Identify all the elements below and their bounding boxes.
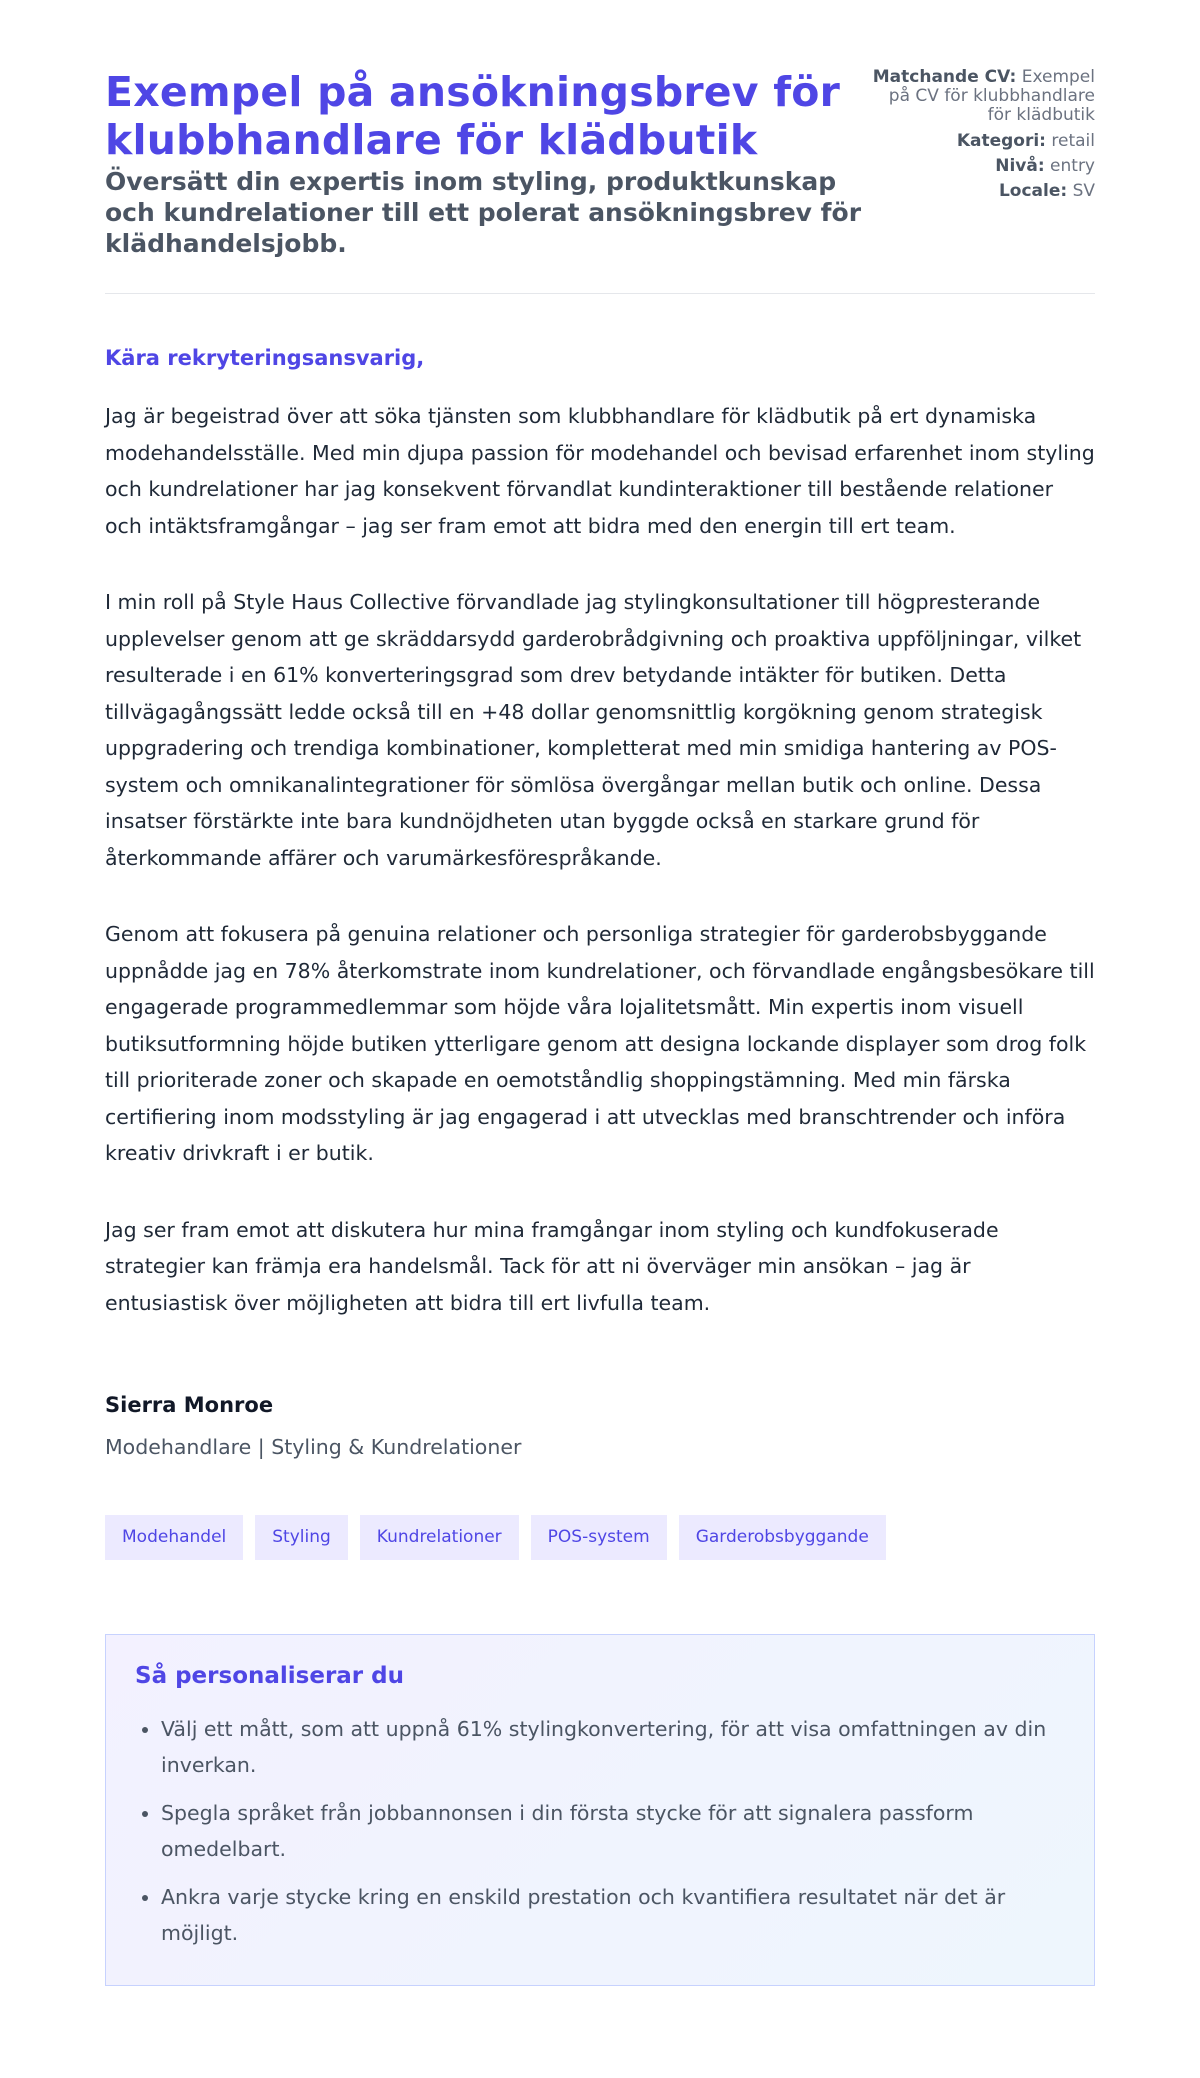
signature-block [105,1391,1095,1461]
header-titles [105,68,862,259]
page-header [105,68,1095,294]
tips-title: Så personaliserar du [135,1663,404,1689]
meta-level-label: Nivå: [995,156,1045,176]
meta-panel [862,68,1095,206]
tag-garderobsbyggande: Garderobsbyggande [679,1515,886,1560]
letter-paragraph: I min roll på Style Haus Collective förvandlade jag stylingkonsultationer till högpresterande upplevelser genom att ge skräddarsydd garderobrådgivning och proaktiva uppföljningar, vilket resulterade i en 61% konverteringsgrad som drev betydande intäkter för butiken. Detta tillvägagångssätt ledde också till en +48 dollar genomsnittlig korgökning genom strategisk uppgradering och trendiga kombinationer, kompletterat med min smidiga hantering av POS-system och omnikanalintegrationer för sömlösa övergångar mellan butik och online. Dessa insatser förstärkte inte bara kundnöjdheten utan byggde också en starkare grund för återkommande affärer och varumärkesförespråkande. [105,590,1082,870]
tips-item: • Ankra varje stycke kring en enskild prestation och kvantifiera resultatet när det är möjligt. [161,1879,1065,1951]
page-subtitle: Översätt din expertis inom styling, produktkunskap och kundrelationer till ett polerat ansökningsbrev för klädhandelsjobb. [105,167,862,258]
letter-salutation: Kära rekryteringsansvarig, [105,346,425,370]
page-title: Exempel på ansökningsbrev för klubbhandlare för klädbutik [105,68,841,164]
meta-cv-value: Exempel på CV för klubbhandlare för klädbutik [888,67,1095,125]
meta-level [862,156,1095,176]
tag-list [105,1515,1095,1560]
tips-item: • Spegla språket från jobbannonsen i din första stycke för att signalera passform omedelbart. [161,1795,1065,1867]
letter-content [105,344,1095,1461]
tag-modehandel: Modehandel [105,1515,243,1560]
tag-styling: Styling [255,1515,348,1560]
personalization-tips [105,1634,1095,1986]
signature-role: Modehandlare | Styling & Kundrelationer [105,1435,522,1459]
meta-category-label: Kategori: [956,131,1046,151]
tips-item: • Välj ett mått, som att uppnå 61% stylingkonvertering, för att visa omfattningen av din inverkan. [161,1711,1065,1783]
letter-paragraph: Jag ser fram emot att diskutera hur mina framgångar inom styling och kundfokuserade strategier kan främja era handelsmål. Tack för att ni överväger min ansökan – jag är entusiastisk över möjligheten att bidra till ert livfulla team. [105,1217,999,1315]
meta-level-value: entry [1050,156,1095,176]
signature-name: Sierra Monroe [105,1393,274,1417]
letter-paragraph: Jag är begeistrad över att söka tjänsten som klubbhandlare för klädbutik på ert dynamiska modehandelsställe. Med min djupa passion för modehandel och bevisad erfarenhet inom styling och kundrelationer har jag konsekvent förvandlat kundinteraktioner till bestående relationer och intäktsframgångar – jag ser fram emot att bidra med den energin till ert team. [105,404,1095,538]
meta-category-value: retail [1051,131,1095,151]
letter-body [105,398,1095,1321]
tag-pos-system: POS-system [531,1515,667,1560]
meta-category [862,131,1095,151]
cover-letter-page [105,0,1095,1986]
tag-kundrelationer: Kundrelationer [360,1515,519,1560]
meta-locale [862,181,1095,201]
meta-locale-label: Locale: [998,181,1068,201]
meta-cv-label: Matchande CV: [872,67,1017,87]
meta-matching-cv [862,68,1095,125]
tips-list [135,1711,1065,1951]
letter-paragraph: Genom att fokusera på genuina relationer och personliga strategier för garderobsbyggande uppnådde jag en 78% återkomstrate inom kundrelationer, och förvandlade engångsbesökare till engagerade programmedlemmar som höjde våra lojalitetsmått. Min expertis inom visuell butiksutformning höjde butiken ytterligare genom att designa lockande displayer som drog folk till prioriterade zoner och skapade en oemotståndlig shoppingstämning. Med min färska certifiering inom modsstyling är jag engagerad i att utvecklas med branschtrender och införa kreativ drivkraft i er butik. [105,922,1095,1165]
meta-locale-value: SV [1072,181,1095,201]
